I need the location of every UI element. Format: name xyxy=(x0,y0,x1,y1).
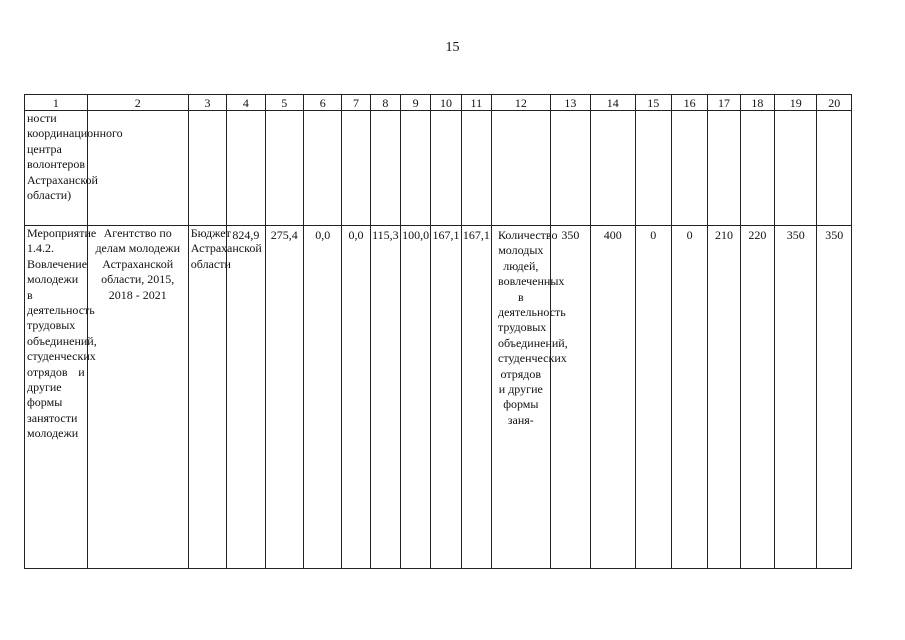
empty-cell xyxy=(591,111,635,226)
indicator-value-cell: 0 xyxy=(635,226,671,569)
measure-name-cell: Мероприятие 1.4.2. Вовлечение молодежи в деятельность трудовых объединений, студенческих отрядов и другие формы занятости молодежи xyxy=(25,226,88,569)
column-header: 8 xyxy=(370,95,400,111)
column-header: 14 xyxy=(591,95,635,111)
indicator-value-cell: 210 xyxy=(708,226,740,569)
table-row xyxy=(25,111,852,226)
column-header: 19 xyxy=(775,95,817,111)
empty-cell xyxy=(227,111,265,226)
column-header: 5 xyxy=(265,95,303,111)
empty-cell xyxy=(370,111,400,226)
executor-cell: Агентство по делам молодежи Астраханской области, 2015, 2018 - 2021 xyxy=(87,226,188,569)
indicator-value-cell: 400 xyxy=(591,226,635,569)
empty-cell xyxy=(401,111,431,226)
empty-cell xyxy=(188,111,226,226)
empty-cell xyxy=(635,111,671,226)
empty-cell xyxy=(492,111,551,226)
indicator-name-cell: Количество молодых людей, вовлеченных в деятельность трудовых объединений, студенческих отрядов и другие формы заня- xyxy=(492,226,551,569)
indicator-value-cell: 350 xyxy=(550,226,590,569)
column-header: 11 xyxy=(461,95,491,111)
indicator-value-cell: 0 xyxy=(671,226,707,569)
funding-year-cell: 115,3 xyxy=(370,226,400,569)
table-header-row xyxy=(25,95,852,111)
empty-cell xyxy=(817,111,852,226)
column-header: 2 xyxy=(87,95,188,111)
empty-cell xyxy=(461,111,491,226)
column-header: 18 xyxy=(740,95,774,111)
column-header: 3 xyxy=(188,95,226,111)
indicator-value-cell: 350 xyxy=(775,226,817,569)
funding-total-cell: 824,9 xyxy=(227,226,265,569)
page-number: 15 xyxy=(445,40,460,55)
funding-year-cell: 167,1 xyxy=(461,226,491,569)
empty-cell xyxy=(342,111,370,226)
empty-cell xyxy=(303,111,341,226)
empty-cell xyxy=(671,111,707,226)
empty-cell xyxy=(708,111,740,226)
column-header: 13 xyxy=(550,95,590,111)
funding-year-cell: 167,1 xyxy=(431,226,461,569)
funding-year-cell: 0,0 xyxy=(303,226,341,569)
empty-cell xyxy=(265,111,303,226)
column-header: 4 xyxy=(227,95,265,111)
measure-name-cell: ности координационного центра волонтеров Астраханской области) xyxy=(25,111,88,226)
column-header: 9 xyxy=(401,95,431,111)
empty-cell xyxy=(550,111,590,226)
table-row xyxy=(25,226,852,569)
empty-cell xyxy=(740,111,774,226)
column-header: 20 xyxy=(817,95,852,111)
indicator-value-cell: 350 xyxy=(817,226,852,569)
empty-cell xyxy=(775,111,817,226)
column-header: 10 xyxy=(431,95,461,111)
indicator-value-cell: 220 xyxy=(740,226,774,569)
column-header: 16 xyxy=(671,95,707,111)
funding-source-cell: Бюджет Астраханской области xyxy=(188,226,226,569)
column-header: 15 xyxy=(635,95,671,111)
column-header: 1 xyxy=(25,95,88,111)
program-table xyxy=(24,94,852,569)
funding-year-cell: 100,0 xyxy=(401,226,431,569)
empty-cell xyxy=(431,111,461,226)
column-header: 12 xyxy=(492,95,551,111)
column-header: 7 xyxy=(342,95,370,111)
funding-year-cell: 0,0 xyxy=(342,226,370,569)
column-header: 17 xyxy=(708,95,740,111)
funding-year-cell: 275,4 xyxy=(265,226,303,569)
column-header: 6 xyxy=(303,95,341,111)
